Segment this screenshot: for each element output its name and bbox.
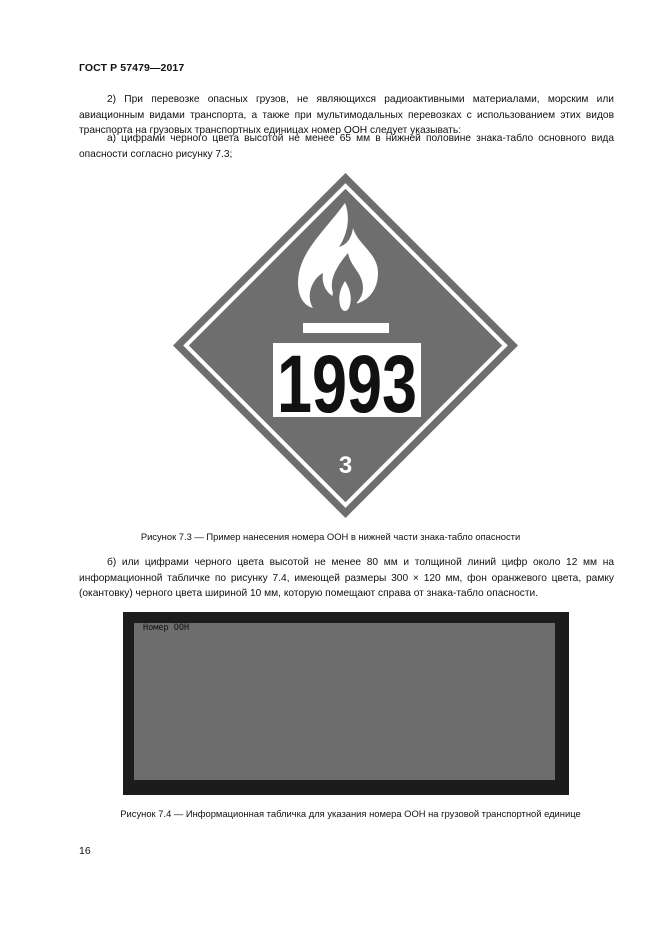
un-number: 1993 bbox=[277, 339, 417, 430]
info-plate-figure bbox=[123, 612, 569, 795]
paragraph-b: б) или цифрами черного цвета высотой не менее 80 мм и толщиной линий цифр около 12 мм на информационной табличке по рисунку 7.4, имеющей размеры 300 × 120 мм, фон оранжевого цвета, рамку (окантовку) черного цвета шириной 10 мм, которую помещают справа от знака-табло опасности. bbox=[79, 557, 614, 599]
hazard-placard-figure bbox=[173, 173, 518, 518]
paragraph-a: а) цифрами черного цвета высотой не менее 65 мм в нижней половине знака-табло основного вида опасности согласно рисунку 7.3; bbox=[79, 133, 614, 160]
paragraph-2: 2) При перевозке опасных грузов, не являющихся радиоактивными материалами, морским или авиационным видами транспорта, а также при мультимодальных перевозках с использованием этих видов транспорта на грузовых транспортных единицах номер ООН следует указывать: bbox=[79, 94, 614, 136]
info-plate-label: Номер ООН bbox=[143, 623, 190, 633]
figure-7-3-caption: Рисунок 7.3 — Пример нанесения номера ООН в нижней части знака-табло опасности bbox=[140, 531, 521, 542]
document-header: ГОСТ Р 57479—2017 bbox=[79, 62, 185, 74]
figure-7-4-caption: Рисунок 7.4 — Информационная табличка для указания номера ООН на грузовой транспортной единице bbox=[120, 808, 581, 819]
hazard-placard bbox=[173, 173, 518, 518]
info-plate-field bbox=[134, 623, 555, 780]
hazard-class-number: 3 bbox=[338, 452, 353, 479]
page-number: 16 bbox=[79, 845, 91, 857]
